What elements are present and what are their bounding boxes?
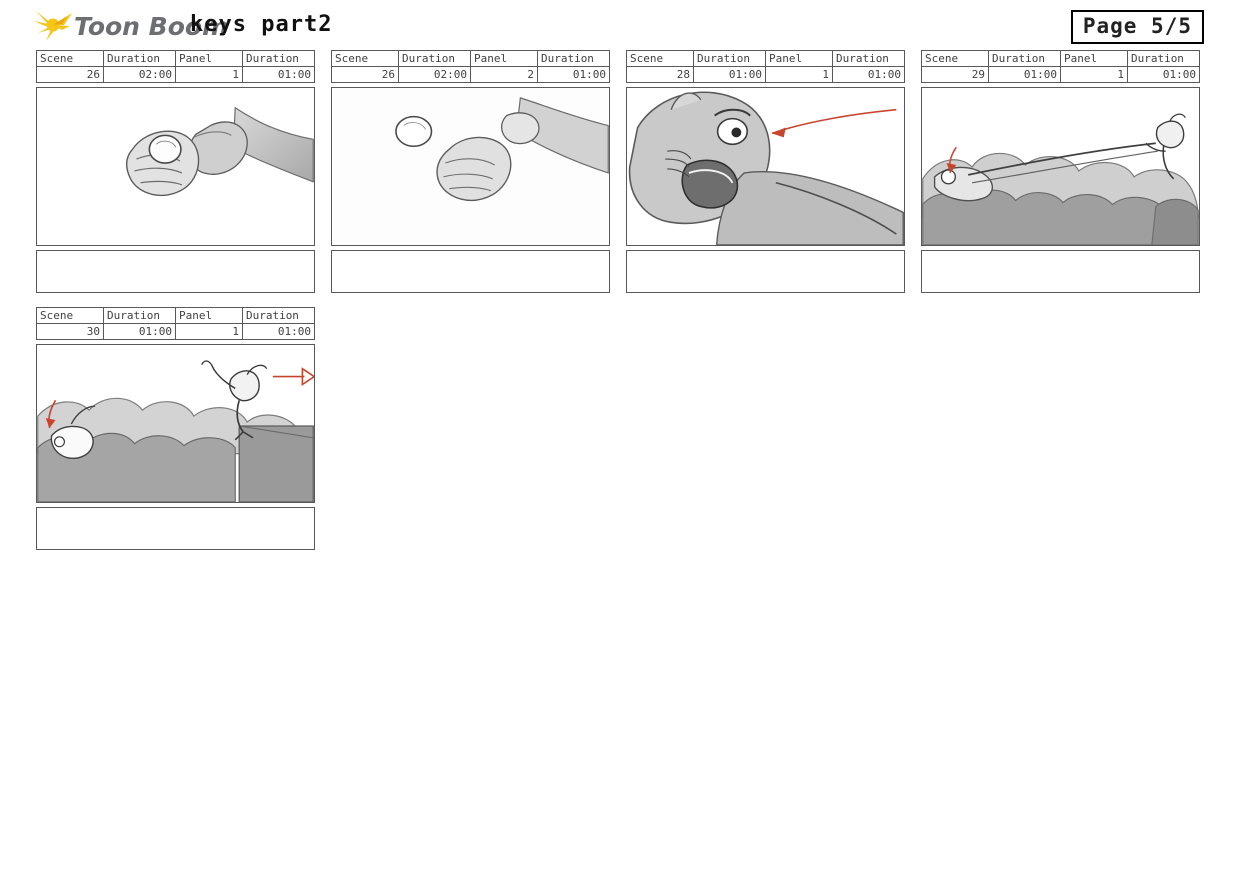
- scene-duration-label: Duration: [693, 51, 765, 67]
- panel-duration-label: Duration: [537, 51, 609, 67]
- hand-reaching-oval-sketch: [332, 88, 609, 245]
- scene-label: Scene: [627, 51, 694, 67]
- panel-value: 1: [765, 67, 832, 83]
- scene-value: 29: [922, 67, 989, 83]
- storyboard-panel[interactable]: [921, 50, 1200, 293]
- panel-caption-box[interactable]: [36, 507, 315, 550]
- panel-duration-value: 01:00: [242, 324, 314, 340]
- panel-caption-box[interactable]: [626, 250, 905, 293]
- panel-info-table: [36, 307, 315, 340]
- scene-duration-value: 02:00: [103, 67, 175, 83]
- panel-value: 1: [1060, 67, 1127, 83]
- panel-duration-value: 01:00: [832, 67, 904, 83]
- panel-value: 1: [175, 324, 242, 340]
- page-header: [0, 0, 1240, 50]
- character-closeup-shouting-sketch: [627, 88, 904, 245]
- panel-artwork-frame[interactable]: [36, 344, 315, 503]
- scene-value: 26: [37, 67, 104, 83]
- panel-duration-value: 01:00: [1127, 67, 1199, 83]
- storyboard-panel[interactable]: [36, 307, 315, 550]
- scene-value: 26: [332, 67, 399, 83]
- scene-value: 30: [37, 324, 104, 340]
- panel-label: Panel: [1060, 51, 1127, 67]
- scene-duration-label: Duration: [988, 51, 1060, 67]
- panel-duration-label: Duration: [242, 308, 314, 324]
- wide-shot-clouds-characters-sketch: [922, 88, 1199, 245]
- storyboard-panel[interactable]: [331, 50, 610, 293]
- panel-caption-box[interactable]: [36, 250, 315, 293]
- panel-artwork-frame[interactable]: [331, 87, 610, 246]
- storyboard-row: [0, 307, 1240, 550]
- scene-duration-value: 01:00: [693, 67, 765, 83]
- scene-label: Scene: [332, 51, 399, 67]
- storyboard-row: [0, 50, 1240, 293]
- panel-duration-label: Duration: [242, 51, 314, 67]
- hands-holding-object-sketch: [37, 88, 314, 245]
- scene-label: Scene: [922, 51, 989, 67]
- storyboard-panel[interactable]: [626, 50, 905, 293]
- scene-duration-value: 01:00: [103, 324, 175, 340]
- panel-value: 1: [175, 67, 242, 83]
- scene-duration-value: 02:00: [398, 67, 470, 83]
- scene-duration-label: Duration: [398, 51, 470, 67]
- document-title: keys part2: [190, 12, 333, 37]
- panel-label: Panel: [175, 308, 242, 324]
- scene-label: Scene: [37, 308, 104, 324]
- scene-label: Scene: [37, 51, 104, 67]
- scene-duration-label: Duration: [103, 51, 175, 67]
- panel-duration-value: 01:00: [537, 67, 609, 83]
- panel-info-table: [36, 50, 315, 83]
- scene-duration-value: 01:00: [988, 67, 1060, 83]
- character-on-ledge-clouds-sketch: [37, 345, 314, 502]
- storyboard-sheet: [0, 50, 1240, 550]
- panel-info-table: [626, 50, 905, 83]
- page-number-badge: Page 5/5: [1071, 10, 1204, 44]
- panel-caption-box[interactable]: [331, 250, 610, 293]
- row-spacer: [0, 293, 1240, 307]
- brand-name: Toon Boom: [74, 11, 229, 41]
- panel-artwork-frame[interactable]: [36, 87, 315, 246]
- panel-duration-label: Duration: [1127, 51, 1199, 67]
- panel-duration-value: 01:00: [242, 67, 314, 83]
- panel-duration-label: Duration: [832, 51, 904, 67]
- panel-artwork-frame[interactable]: [921, 87, 1200, 246]
- scene-duration-label: Duration: [103, 308, 175, 324]
- sun-logo-icon: [34, 9, 72, 43]
- panel-label: Panel: [175, 51, 242, 67]
- panel-label: Panel: [470, 51, 537, 67]
- panel-info-table: [921, 50, 1200, 83]
- panel-info-table: [331, 50, 610, 83]
- storyboard-panel[interactable]: [36, 50, 315, 293]
- panel-value: 2: [470, 67, 537, 83]
- panel-label: Panel: [765, 51, 832, 67]
- panel-artwork-frame[interactable]: [626, 87, 905, 246]
- scene-value: 28: [627, 67, 694, 83]
- panel-caption-box[interactable]: [921, 250, 1200, 293]
